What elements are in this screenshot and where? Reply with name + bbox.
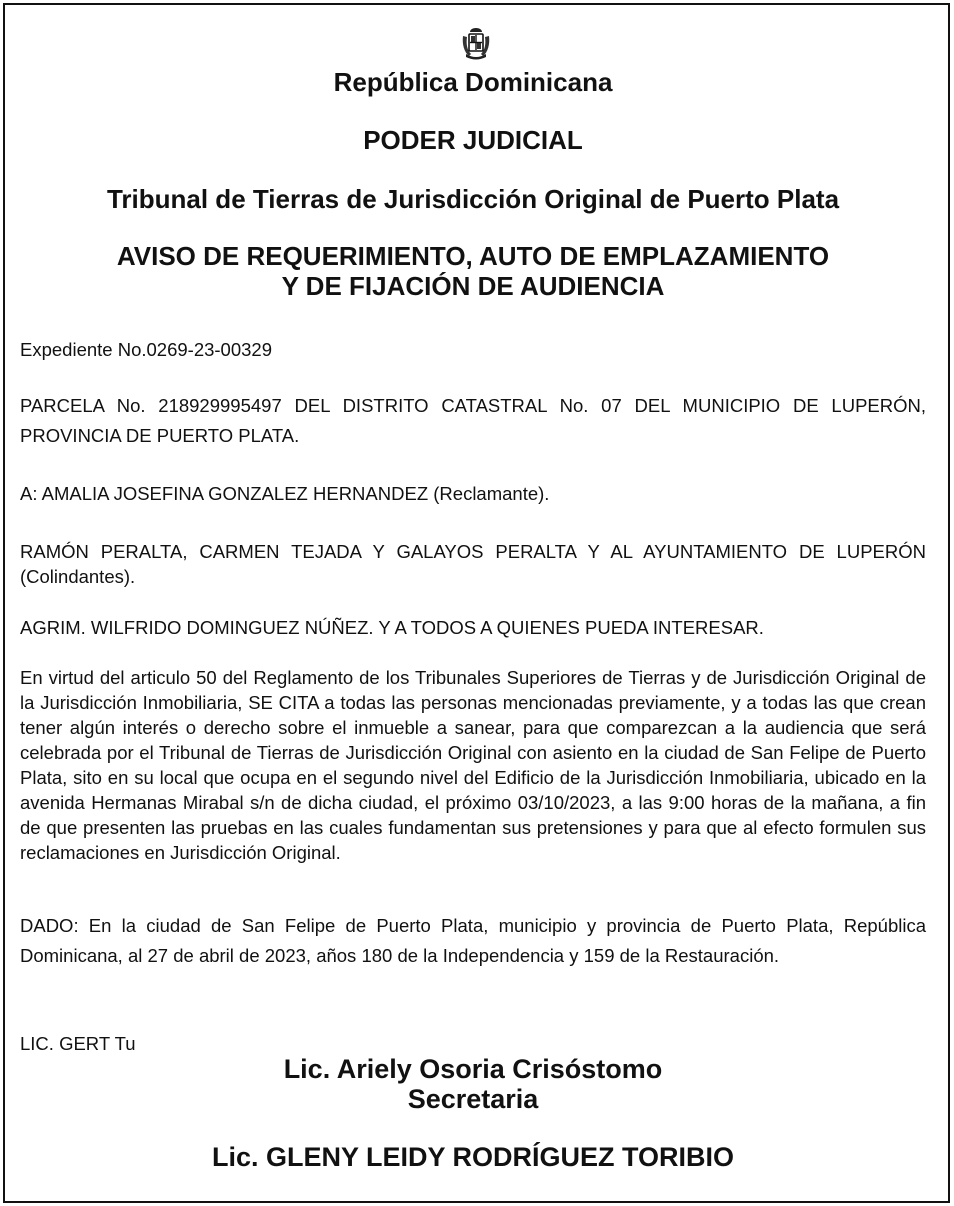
- notice-title-line-2: Y DE FIJACIÓN DE AUDIENCIA: [281, 271, 665, 301]
- claimant-paragraph: A: AMALIA JOSEFINA GONZALEZ HERNANDEZ (Reclamante).: [20, 483, 550, 504]
- notice-border: [3, 3, 950, 1203]
- coat-of-arms-icon: [460, 26, 492, 60]
- secretary-role: Secretaria: [407, 1084, 539, 1114]
- parcel-description: PARCELA No. 218929995497 DEL DISTRITO CATASTRAL No. 07 DEL MUNICIPIO DE LUPERÓN, PROVINCIA DE PUERTO PLATA.: [20, 395, 926, 446]
- court-heading: Tribunal de Tierras de Jurisdicción Original de Puerto Plata: [106, 184, 840, 214]
- citation-paragraph: En virtud del articulo 50 del Reglamento de los Tribunales Superiores de Tierras y de Jurisdicción Original de la Jurisdicción Inmobiliaria, SE CITA a todas las personas mencionadas previamente, y a todas las que crean tener algún interés o derecho sobre el inmueble a sanear, para que comparezcan a la audiencia que será celebrada por el Tribunal de Tierras de Jurisdicción Original con asiento en la ciudad de San Felipe de Puerto Plata, sito en su local que ocupa en el segundo nivel del Edificio de la Jurisdicción Inmobiliaria, ubicado en la avenida Hermanas Mirabal s/n de dicha ciudad, el próximo 03/10/2023, a las 9:00 horas de la mañana, a fin de que presenten las pruebas en las cuales fundamentan sus pretensiones y para que al efecto formulen sus reclamaciones en Jurisdicción Original.: [20, 667, 926, 863]
- dado-paragraph: DADO: En la ciudad de San Felipe de Puerto Plata, municipio y provincia de Puerto Plata, República Dominicana, al 27 de abril de 2023, años 180 de la Independencia y 159 de la Restauración.: [20, 915, 926, 966]
- expediente-number: Expediente No.0269-23-00329: [20, 339, 272, 360]
- adjoining-owners-paragraph: RAMÓN PERALTA, CARMEN TEJADA Y GALAYOS PERALTA Y AL AYUNTAMIENTO DE LUPERÓN (Colindantes).: [20, 541, 926, 587]
- surveyor-paragraph: AGRIM. WILFRIDO DOMINGUEZ NÚÑEZ. Y A TODOS A QUIENES PUEDA INTERESAR.: [20, 617, 764, 638]
- judge-name: Lic. GLENY LEIDY RODRÍGUEZ TORIBIO: [211, 1142, 735, 1172]
- secretary-name: Lic. Ariely Osoria Crisóstomo: [283, 1054, 663, 1084]
- country-heading: República Dominicana: [333, 67, 613, 97]
- branch-heading: PODER JUDICIAL: [363, 125, 583, 155]
- notice-title: [20, 241, 926, 301]
- lic-note: LIC. GERT Tu: [20, 1033, 136, 1054]
- notice-title-line-1: AVISO DE REQUERIMIENTO, AUTO DE EMPLAZAMIENTO: [116, 241, 830, 271]
